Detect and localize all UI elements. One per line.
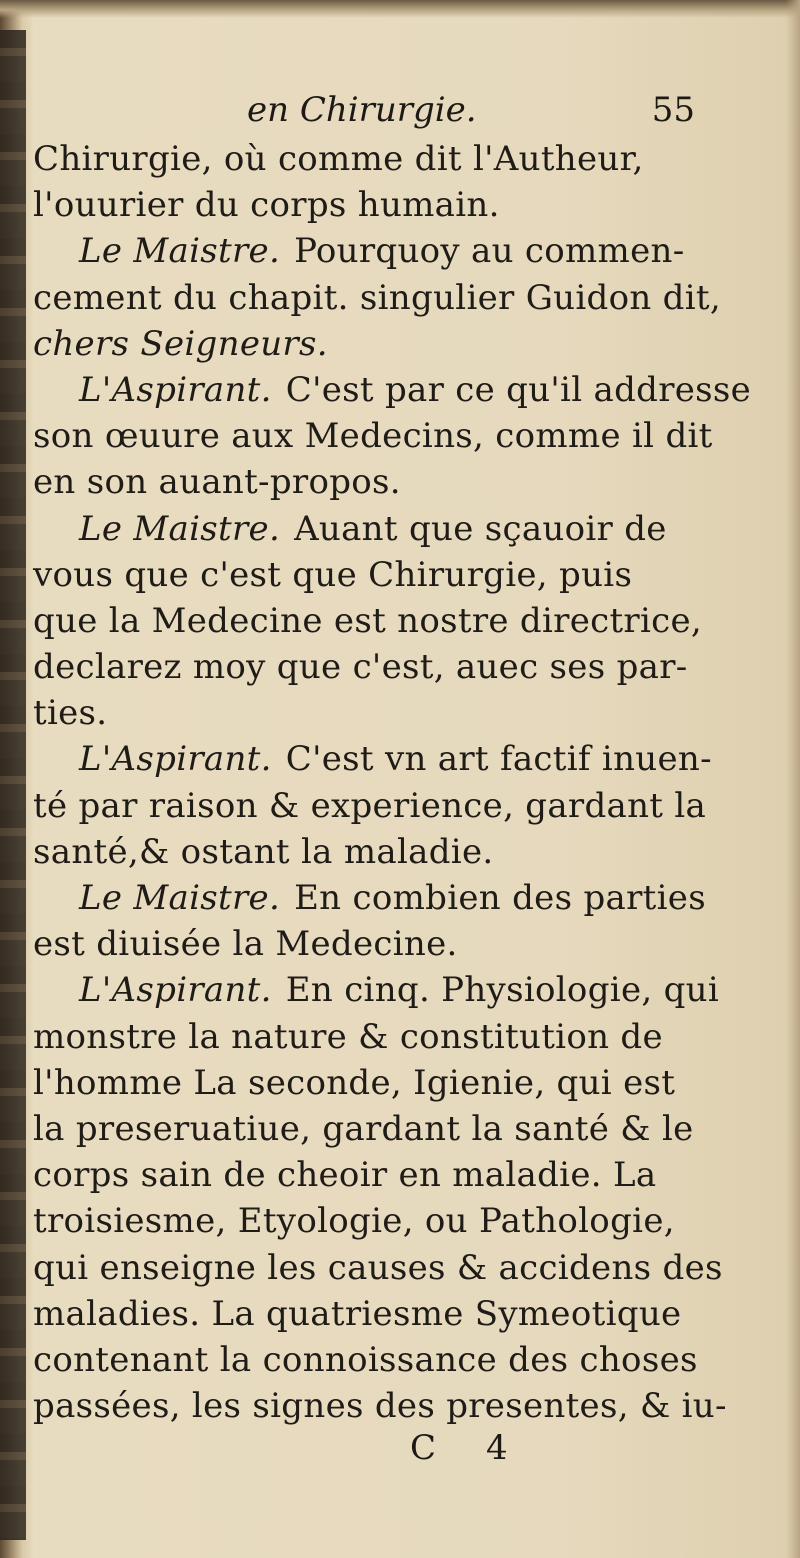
signature-mark: C xyxy=(410,1428,437,1468)
text-line xyxy=(33,506,703,552)
text-line xyxy=(33,367,752,413)
line-text: monstre la nature & constitution de xyxy=(33,1016,663,1057)
catchword xyxy=(410,1428,508,1468)
speaker-label: Le Maistre. xyxy=(79,878,281,918)
line-text: cement du chapit. singulier Guidon dit, xyxy=(33,277,721,318)
text-line xyxy=(33,413,713,459)
line-text: maladies. La quatriesme Symeotique xyxy=(33,1293,682,1334)
line-text: C'est par ce qu'il addresse xyxy=(285,369,752,410)
text-line xyxy=(33,275,721,321)
text-line xyxy=(33,967,720,1013)
line-text: C'est vn art factif inuen- xyxy=(285,739,712,780)
text-line xyxy=(33,552,703,598)
line-text: ties. xyxy=(33,693,108,734)
text-line xyxy=(33,736,712,782)
text-line xyxy=(33,1014,703,1060)
binding-gutter xyxy=(0,30,26,1540)
line-text: contenant la connoissance des choses xyxy=(33,1339,698,1380)
text-line xyxy=(33,1383,727,1429)
text-line xyxy=(33,1152,703,1198)
text-line xyxy=(33,1291,703,1337)
text-line xyxy=(33,321,703,367)
speaker-label: L'Aspirant. xyxy=(79,369,272,410)
text-line xyxy=(33,829,703,875)
line-text: santé,& ostant la maladie. xyxy=(33,831,494,872)
line-text: corps sain de cheoir en maladie. La xyxy=(33,1155,657,1196)
line-text: Chirurgie, où comme dit l'Autheur, xyxy=(33,139,644,179)
speaker-label: Le Maistre. xyxy=(79,231,281,272)
text-line xyxy=(33,921,703,967)
line-text: declarez moy que c'est, auec ses par- xyxy=(33,647,688,688)
speaker-label: Le Maistre. xyxy=(79,508,281,549)
text-line xyxy=(33,1245,723,1291)
text-line xyxy=(33,228,703,274)
text-line xyxy=(33,644,703,690)
text-line xyxy=(33,182,703,228)
line-text: En cinq. Physiologie, qui xyxy=(285,970,720,1011)
line-text: chers Seigneurs. xyxy=(33,323,328,364)
running-title: en Chirurgie. xyxy=(247,90,477,130)
line-text: l'ouurier du corps humain. xyxy=(33,185,500,226)
text-line xyxy=(33,1106,703,1152)
text-line xyxy=(33,136,703,182)
line-text: passées, les signes des presentes, & iu- xyxy=(33,1386,727,1427)
line-text: qui enseigne les causes & accidens des xyxy=(33,1247,723,1288)
speaker-label: L'Aspirant. xyxy=(79,970,272,1011)
line-text: son œuure aux Medecins, comme il dit xyxy=(33,416,713,457)
signature-number: 4 xyxy=(486,1428,508,1468)
line-text: que la Medecine est nostre directrice, xyxy=(33,600,703,641)
page-header xyxy=(35,90,695,134)
line-text: té par raison & experience, gardant la xyxy=(33,785,707,826)
line-text: Pourquoy au commen- xyxy=(294,231,685,272)
line-text: l'homme La seconde, Igienie, qui est xyxy=(33,1062,676,1103)
text-line xyxy=(33,1198,703,1244)
body-text xyxy=(33,136,752,1429)
line-text: troisiesme, Etyologie, ou Pathologie, xyxy=(33,1201,675,1242)
line-text: est diuisée la Medecine. xyxy=(33,924,458,965)
text-line xyxy=(33,459,703,505)
text-line xyxy=(33,1060,703,1106)
text-line xyxy=(33,690,703,736)
speaker-label: L'Aspirant. xyxy=(79,739,272,780)
line-text: en son auant-propos. xyxy=(33,462,401,503)
line-text: la preseruatiue, gardant la santé & le xyxy=(33,1108,694,1149)
line-text: En combien des parties xyxy=(294,878,706,918)
line-text: vous que c'est que Chirurgie, puis xyxy=(33,554,633,595)
text-line xyxy=(33,783,707,829)
text-line xyxy=(33,598,703,644)
text-line xyxy=(33,1337,703,1383)
line-text: Auant que sçauoir de xyxy=(294,508,667,549)
text-line xyxy=(33,875,706,921)
page-number: 55 xyxy=(651,90,695,130)
